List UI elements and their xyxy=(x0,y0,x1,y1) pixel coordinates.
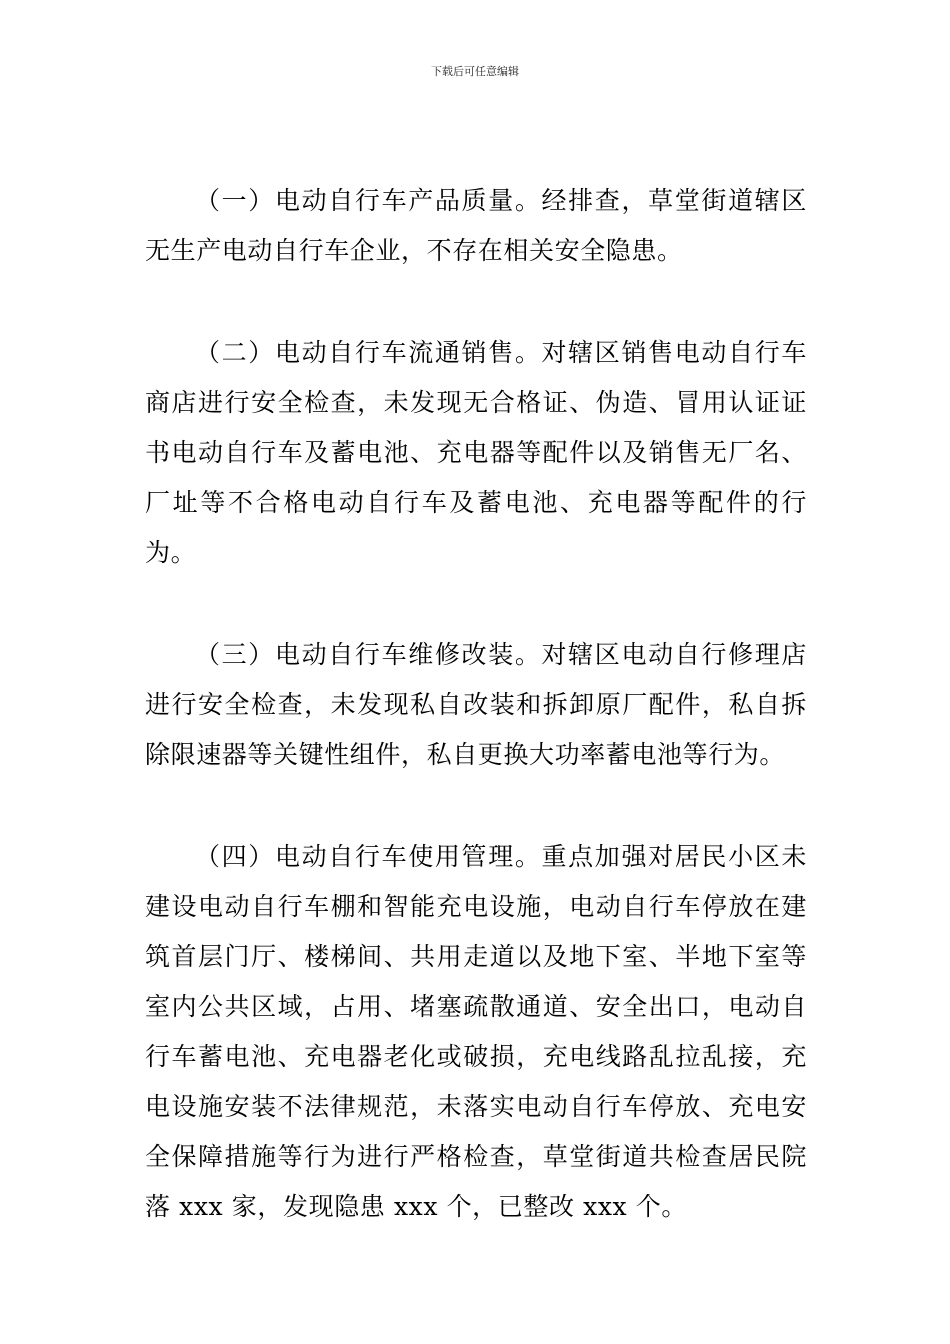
paragraph-repair-modification: （三）电动自行车维修改装。对辖区电动自行修理店进行安全检查，未发现私自改装和拆卸原厂配件，私自拆除限速器等关键性组件，私自更换大功率蓄电池等行为。 xyxy=(145,640,807,769)
header-note: 下载后可任意编辑 xyxy=(431,65,519,78)
paragraph-product-quality: （一）电动自行车产品质量。经排查，草堂街道辖区无生产电动自行车企业，不存在相关安全隐患。 xyxy=(145,186,807,265)
paragraph-usage-management: （四）电动自行车使用管理。重点加强对居民小区未建设电动自行车棚和智能充电设施，电动自行车停放在建筑首层门厅、楼梯间、共用走道以及地下室、半地下室等室内公共区域，占用、堵塞疏散通道、安全出口，电动自行车蓄电池、充电器老化或破损，充电线路乱拉乱接，充电设施安装不法律规范，未落实电动自行车停放、充电安全保障措施等行为进行严格检查，草堂街道共检查居民院落 xxx 家，发现隐患 xxx 个，已整改 xxx 个。 xyxy=(145,842,807,1221)
paragraph-distribution-sales: （二）电动自行车流通销售。对辖区销售电动自行车商店进行安全检查，未发现无合格证、伪造、冒用认证证书电动自行车及蓄电池、充电器等配件以及销售无厂名、厂址等不合格电动自行车及蓄电池、充电器等配件的行为。 xyxy=(145,338,807,567)
document-body xyxy=(145,176,807,1284)
